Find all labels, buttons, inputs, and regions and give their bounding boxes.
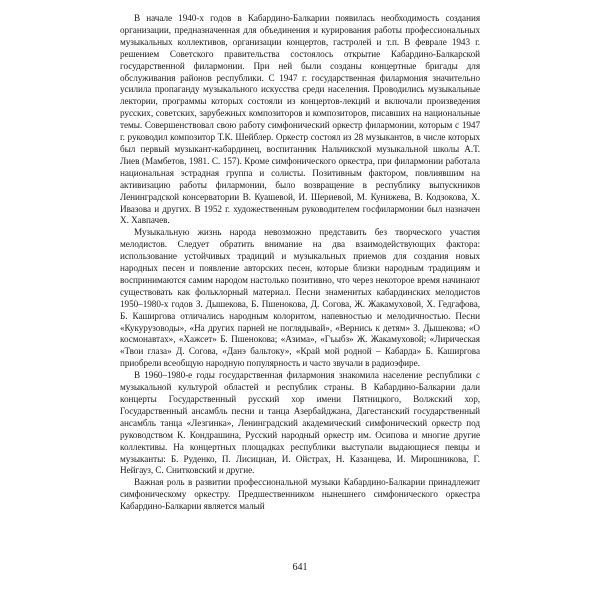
body-text — [120, 13, 480, 513]
paragraph: В начале 1940-х годов в Кабардино-Балкарии появилась необходимость создания организации, предназначенная для объединения и курирования работы профессиональных музыкальных коллективов, организации концертов, гастролей и т.п. В феврале 1943 г. решением Советского правительства состоялось открытие Кабардино-Балкарской государственной филармонии. При ней были созданы концертные бригады для обслуживания районов республики. С 1947 г. государственная филармония значительно усилила пропаганду музыкального искусства среди населения. Проводились музыкальные лектории, программы которых состояли из концертов-лекций и включали произведения русских, советских, зарубежных композиторов и композиторов, писавших на национальные темы. Совершенствовал свою работу симфонический оркестр филармонии, которым с 1947 г. руководил композитор Т.К. Шейблер. Оркестр состоял из 28 музыкантов, в числе которых был первый музыкант-кабардинец, воспитанник Нальчикской музыкальной школы А.Т. Лиев (Мамбетов, 1981. С. 157). Кроме симфонического оркестра, при филармонии работала национальная эстрадная группа и солисты. Позитивным фактором, повлиявшим на активизацию работы филармонии, было возвращение в республику выпускников Ленинградской консерватории В. Куашевой, И. Шериевой, М. Кунижева, В. Кодзокова, Х. Ивазова и других. В 1952 г. художественным руководителем госфилармонии был назначен Х. Хавпачев. — [120, 13, 480, 226]
paragraph: В 1960–1980-е годы государственная филармония знакомила население республики с музыкальной культурой областей и республик страны. В Кабардино-Балкарии дали концерты Государственный русский хор имени Пятницкого, Волжский хор, Государственный ансамбль песни и танца Азербайджана, Дагестанский государственный ансамбль танца «Лезгинка», Ленинградский академический симфонический оркестр под руководством К. Кондрашина, Русский народный оркестр им. Осипова и многие другие коллективы. На концертных площадках республики выступали выдающиеся певцы и музыканты: Б. Руденко, П. Лисициан, И. Ойстрах, Н. Казанцева, И. Мирошникова, Г. Нейгауз, С. Снитковский и другие. — [120, 370, 480, 476]
paragraph: Музыкальную жизнь народа невозможно представить без творческого участия мелодистов. Следует обратить внимание на два взаимодействующих фактора: использование устойчивых традиций и музыкальных приемов для создания новых народных песен и появление авторских песен, которые близки народным традициям и воспринимаются самим народом настолько позитивно, что через некоторое время начинают существовать как фольклорный материал. Песни знаменитых кабардинских мелодистов 1950–1980-х годов З. Дышекова, Б. Пшенокова, Д. Согова, Ж. Жакамуховой, Х. Гедгафова, Б. Каширгова отличались народным колоритом, напевностью и мелодичностью. Песни «Кукурузоводы», «На других парней не поглядывай», «Вернись к детям» З. Дышекова; «О космонавтах», «Хажсет» Б. Пшенокова; «Азима», «Гъыбз» Ж. Жакамуховой; «Лирическая «Твои глаза» Д. Согова, «Данэ бальтоку», «Край мой родной – Кабарда» Б. Каширгова приобрели всеобщую народную популярность и часто звучали в радиоэфире. — [120, 227, 480, 369]
page-number: 641 — [292, 562, 308, 573]
paragraph: Важная роль в развитии профессиональной музыки Кабардино-Балкарии принадлежит симфоническому оркестру. Предшественником нынешнего симфонического оркестра Кабардино-Балкарии является малый — [120, 477, 480, 512]
